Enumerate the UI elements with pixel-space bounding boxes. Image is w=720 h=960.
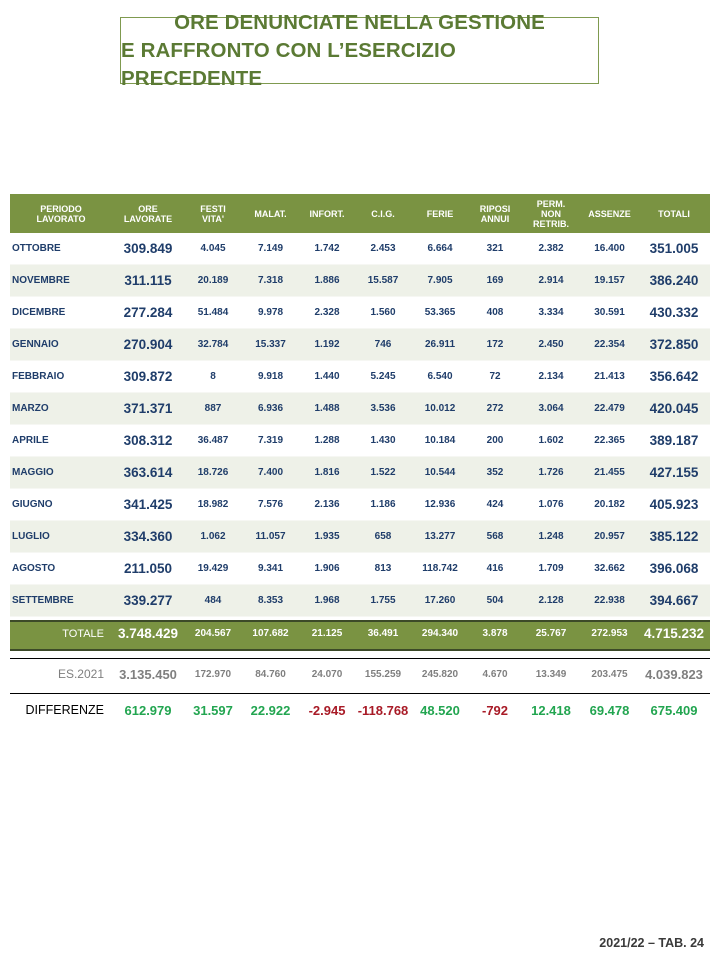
value-cell: 32.784 bbox=[184, 329, 242, 361]
value-cell: 7.318 bbox=[242, 265, 299, 297]
value-cell: 334.360 bbox=[112, 521, 184, 553]
value-cell: 18.726 bbox=[184, 457, 242, 489]
table-row bbox=[10, 265, 710, 297]
table-reference: 2021/22 – TAB. 24 bbox=[599, 936, 704, 950]
value-cell: 424 bbox=[469, 489, 521, 521]
previous-year-table bbox=[10, 660, 710, 688]
value-cell: 405.923 bbox=[638, 489, 710, 521]
table-row bbox=[10, 489, 710, 521]
value-cell: 18.982 bbox=[184, 489, 242, 521]
column-header-line: C.I.G. bbox=[371, 208, 395, 219]
table-row bbox=[10, 393, 710, 425]
value-cell: 339.277 bbox=[112, 585, 184, 617]
differences-value: 69.478 bbox=[589, 702, 630, 718]
value-cell: 2.453 bbox=[355, 233, 411, 265]
period-cell: GENNAIO bbox=[10, 329, 112, 361]
value-cell: 9.341 bbox=[242, 553, 299, 585]
value-cell: 7.576 bbox=[242, 489, 299, 521]
table-row bbox=[10, 361, 710, 393]
value-cell: 20.957 bbox=[581, 521, 638, 553]
value-cell: 389.187 bbox=[638, 425, 710, 457]
value-cell: 2.128 bbox=[521, 585, 581, 617]
previous-value: 203.475 bbox=[591, 668, 628, 680]
value-cell: 6.664 bbox=[411, 233, 469, 265]
column-header-line: LAVORATO bbox=[36, 213, 86, 224]
value-cell: 51.484 bbox=[184, 297, 242, 329]
previous-value: 245.820 bbox=[421, 668, 459, 680]
value-cell: 352 bbox=[469, 457, 521, 489]
totale-value: 272.953 bbox=[591, 628, 628, 639]
column-header bbox=[638, 194, 710, 233]
value-cell: 6.936 bbox=[242, 393, 299, 425]
totale-value: 25.767 bbox=[535, 628, 567, 639]
value-cell: 21.413 bbox=[581, 361, 638, 393]
differences-value: -118.768 bbox=[357, 702, 409, 718]
table-row bbox=[10, 329, 710, 361]
column-header bbox=[10, 194, 112, 233]
period-cell: MAGGIO bbox=[10, 457, 112, 489]
differences-value: -792 bbox=[481, 702, 509, 718]
column-header-line: PERM. bbox=[536, 198, 566, 209]
value-cell: 1.816 bbox=[299, 457, 355, 489]
previous-year-row bbox=[10, 660, 710, 688]
value-cell: 351.005 bbox=[638, 233, 710, 265]
value-cell: 2.914 bbox=[521, 265, 581, 297]
value-cell: 1.755 bbox=[355, 585, 411, 617]
value-cell: 1.288 bbox=[299, 425, 355, 457]
column-header-line: FERIE bbox=[426, 208, 454, 219]
value-cell: 20.189 bbox=[184, 265, 242, 297]
differences-label: DIFFERENZE bbox=[25, 703, 104, 717]
previous-value: 172.970 bbox=[194, 668, 232, 680]
value-cell: 2.134 bbox=[521, 361, 581, 393]
value-cell: 3.064 bbox=[521, 393, 581, 425]
period-cell: NOVEMBRE bbox=[10, 265, 112, 297]
value-cell: 746 bbox=[355, 329, 411, 361]
value-cell: 26.911 bbox=[411, 329, 469, 361]
value-cell: 8 bbox=[184, 361, 242, 393]
column-header-line: FESTI bbox=[200, 203, 226, 214]
value-cell: 484 bbox=[184, 585, 242, 617]
totale-row bbox=[10, 620, 710, 647]
differences-value: 12.418 bbox=[531, 702, 571, 718]
value-cell: 430.332 bbox=[638, 297, 710, 329]
totale-value: 107.682 bbox=[252, 628, 289, 639]
divider-line bbox=[10, 658, 710, 659]
value-cell: 21.455 bbox=[581, 457, 638, 489]
value-cell: 15.587 bbox=[355, 265, 411, 297]
previous-value: 4.039.823 bbox=[645, 666, 703, 682]
differences-value: 675.409 bbox=[650, 702, 698, 718]
value-cell: 1.488 bbox=[299, 393, 355, 425]
value-cell: 9.918 bbox=[242, 361, 299, 393]
column-header-line: NON bbox=[541, 208, 561, 219]
table-row bbox=[10, 457, 710, 489]
value-cell: 363.614 bbox=[112, 457, 184, 489]
value-cell: 20.182 bbox=[581, 489, 638, 521]
period-cell: MARZO bbox=[10, 393, 112, 425]
column-header-line: LAVORATE bbox=[123, 213, 173, 224]
value-cell: 658 bbox=[355, 521, 411, 553]
period-cell: OTTOBRE bbox=[10, 233, 112, 265]
previous-label: ES.2021 bbox=[57, 667, 104, 681]
column-header-line: TOTALI bbox=[658, 208, 690, 219]
value-cell: 270.904 bbox=[112, 329, 184, 361]
value-cell: 9.978 bbox=[242, 297, 299, 329]
column-header-line: VITA' bbox=[202, 213, 224, 224]
value-cell: 1.602 bbox=[521, 425, 581, 457]
value-cell: 311.115 bbox=[112, 265, 184, 297]
previous-value: 155.259 bbox=[364, 668, 402, 680]
totale-value: 3.748.429 bbox=[117, 626, 179, 641]
value-cell: 12.936 bbox=[411, 489, 469, 521]
value-cell: 22.354 bbox=[581, 329, 638, 361]
value-cell: 1.076 bbox=[521, 489, 581, 521]
value-cell: 272 bbox=[469, 393, 521, 425]
period-cell: GIUGNO bbox=[10, 489, 112, 521]
previous-value: 84.760 bbox=[255, 668, 286, 680]
value-cell: 321 bbox=[469, 233, 521, 265]
divider-line bbox=[10, 693, 710, 694]
value-cell: 32.662 bbox=[581, 553, 638, 585]
value-cell: 211.050 bbox=[112, 553, 184, 585]
value-cell: 1.192 bbox=[299, 329, 355, 361]
column-header bbox=[184, 194, 242, 233]
differences-table bbox=[10, 695, 710, 725]
column-header bbox=[581, 194, 638, 233]
column-header-line: PERIODO bbox=[40, 203, 82, 214]
value-cell: 118.742 bbox=[411, 553, 469, 585]
value-cell: 420.045 bbox=[638, 393, 710, 425]
value-cell: 427.155 bbox=[638, 457, 710, 489]
value-cell: 1.709 bbox=[521, 553, 581, 585]
column-header-line: ORE bbox=[138, 203, 158, 214]
value-cell: 1.906 bbox=[299, 553, 355, 585]
value-cell: 813 bbox=[355, 553, 411, 585]
value-cell: 396.068 bbox=[638, 553, 710, 585]
table-row bbox=[10, 297, 710, 329]
column-header bbox=[355, 194, 411, 233]
value-cell: 10.012 bbox=[411, 393, 469, 425]
value-cell: 568 bbox=[469, 521, 521, 553]
period-cell: AGOSTO bbox=[10, 553, 112, 585]
column-header-line: ASSENZE bbox=[588, 208, 631, 219]
value-cell: 385.122 bbox=[638, 521, 710, 553]
value-cell: 200 bbox=[469, 425, 521, 457]
value-cell: 308.312 bbox=[112, 425, 184, 457]
value-cell: 7.400 bbox=[242, 457, 299, 489]
period-cell: DICEMBRE bbox=[10, 297, 112, 329]
value-cell: 2.136 bbox=[299, 489, 355, 521]
previous-value: 3.135.450 bbox=[119, 666, 177, 682]
value-cell: 3.334 bbox=[521, 297, 581, 329]
column-header bbox=[521, 194, 581, 233]
period-cell: APRILE bbox=[10, 425, 112, 457]
totale-value: 294.340 bbox=[421, 628, 459, 639]
value-cell: 277.284 bbox=[112, 297, 184, 329]
value-cell: 2.450 bbox=[521, 329, 581, 361]
previous-value: 13.349 bbox=[535, 668, 567, 680]
value-cell: 309.849 bbox=[112, 233, 184, 265]
previous-value: 4.670 bbox=[482, 668, 508, 680]
value-cell: 1.248 bbox=[521, 521, 581, 553]
value-cell: 16.400 bbox=[581, 233, 638, 265]
value-cell: 13.277 bbox=[411, 521, 469, 553]
value-cell: 1.968 bbox=[299, 585, 355, 617]
value-cell: 172 bbox=[469, 329, 521, 361]
hours-table bbox=[10, 194, 710, 617]
value-cell: 416 bbox=[469, 553, 521, 585]
value-cell: 22.479 bbox=[581, 393, 638, 425]
value-cell: 1.886 bbox=[299, 265, 355, 297]
value-cell: 7.149 bbox=[242, 233, 299, 265]
value-cell: 394.667 bbox=[638, 585, 710, 617]
value-cell: 408 bbox=[469, 297, 521, 329]
value-cell: 1.430 bbox=[355, 425, 411, 457]
table-row bbox=[10, 553, 710, 585]
value-cell: 1.062 bbox=[184, 521, 242, 553]
value-cell: 1.440 bbox=[299, 361, 355, 393]
value-cell: 356.642 bbox=[638, 361, 710, 393]
value-cell: 36.487 bbox=[184, 425, 242, 457]
value-cell: 372.850 bbox=[638, 329, 710, 361]
value-cell: 22.938 bbox=[581, 585, 638, 617]
column-header-line: RETRIB. bbox=[533, 218, 569, 229]
value-cell: 2.382 bbox=[521, 233, 581, 265]
value-cell: 341.425 bbox=[112, 489, 184, 521]
column-header bbox=[411, 194, 469, 233]
value-cell: 19.429 bbox=[184, 553, 242, 585]
table-row bbox=[10, 425, 710, 457]
value-cell: 72 bbox=[469, 361, 521, 393]
value-cell: 2.328 bbox=[299, 297, 355, 329]
title-line-1: ORE DENUNCIATE NELLA GESTIONE bbox=[174, 10, 545, 34]
column-header-line: RIPOSI bbox=[479, 203, 511, 214]
value-cell: 3.536 bbox=[355, 393, 411, 425]
value-cell: 22.365 bbox=[581, 425, 638, 457]
column-header-line: ANNUI bbox=[480, 213, 510, 224]
value-cell: 371.371 bbox=[112, 393, 184, 425]
totale-value: 36.491 bbox=[367, 628, 399, 639]
value-cell: 1.726 bbox=[521, 457, 581, 489]
value-cell: 309.872 bbox=[112, 361, 184, 393]
table-header-row bbox=[10, 194, 710, 233]
period-cell: SETTEMBRE bbox=[10, 585, 112, 617]
column-header-line: INFORT. bbox=[309, 208, 345, 219]
value-cell: 1.742 bbox=[299, 233, 355, 265]
table-row bbox=[10, 585, 710, 617]
value-cell: 1.186 bbox=[355, 489, 411, 521]
value-cell: 53.365 bbox=[411, 297, 469, 329]
previous-value: 24.070 bbox=[311, 668, 343, 680]
value-cell: 887 bbox=[184, 393, 242, 425]
totale-table bbox=[10, 620, 710, 647]
value-cell: 10.544 bbox=[411, 457, 469, 489]
title-line-2: E RAFFRONTO CON L’ESERCIZIO PRECEDENTE bbox=[121, 38, 456, 90]
value-cell: 1.522 bbox=[355, 457, 411, 489]
period-cell: LUGLIO bbox=[10, 521, 112, 553]
period-cell: FEBBRAIO bbox=[10, 361, 112, 393]
title-box bbox=[120, 10, 599, 90]
value-cell: 1.935 bbox=[299, 521, 355, 553]
value-cell: 15.337 bbox=[242, 329, 299, 361]
differences-value: 22.922 bbox=[250, 702, 291, 718]
value-cell: 7.905 bbox=[411, 265, 469, 297]
value-cell: 11.057 bbox=[242, 521, 299, 553]
table-row bbox=[10, 233, 710, 265]
column-header bbox=[112, 194, 184, 233]
differences-row bbox=[10, 695, 710, 725]
value-cell: 6.540 bbox=[411, 361, 469, 393]
totale-value: 3.878 bbox=[482, 628, 508, 639]
differences-value: -2.945 bbox=[308, 702, 346, 718]
value-cell: 5.245 bbox=[355, 361, 411, 393]
value-cell: 10.184 bbox=[411, 425, 469, 457]
table-row bbox=[10, 521, 710, 553]
value-cell: 19.157 bbox=[581, 265, 638, 297]
value-cell: 504 bbox=[469, 585, 521, 617]
column-header bbox=[469, 194, 521, 233]
value-cell: 386.240 bbox=[638, 265, 710, 297]
value-cell: 4.045 bbox=[184, 233, 242, 265]
column-header bbox=[299, 194, 355, 233]
value-cell: 1.560 bbox=[355, 297, 411, 329]
differences-value: 48.520 bbox=[420, 702, 460, 718]
value-cell: 30.591 bbox=[581, 297, 638, 329]
value-cell: 7.319 bbox=[242, 425, 299, 457]
totale-value: 204.567 bbox=[194, 628, 232, 639]
totale-label: TOTALE bbox=[62, 627, 104, 640]
value-cell: 169 bbox=[469, 265, 521, 297]
differences-value: 31.597 bbox=[193, 702, 233, 718]
table-body bbox=[10, 233, 710, 617]
totale-value: 21.125 bbox=[311, 628, 343, 639]
column-header bbox=[242, 194, 299, 233]
value-cell: 8.353 bbox=[242, 585, 299, 617]
column-header-line: MALAT. bbox=[254, 208, 287, 219]
value-cell: 17.260 bbox=[411, 585, 469, 617]
totale-value: 4.715.232 bbox=[643, 626, 705, 641]
differences-value: 612.979 bbox=[124, 702, 172, 718]
